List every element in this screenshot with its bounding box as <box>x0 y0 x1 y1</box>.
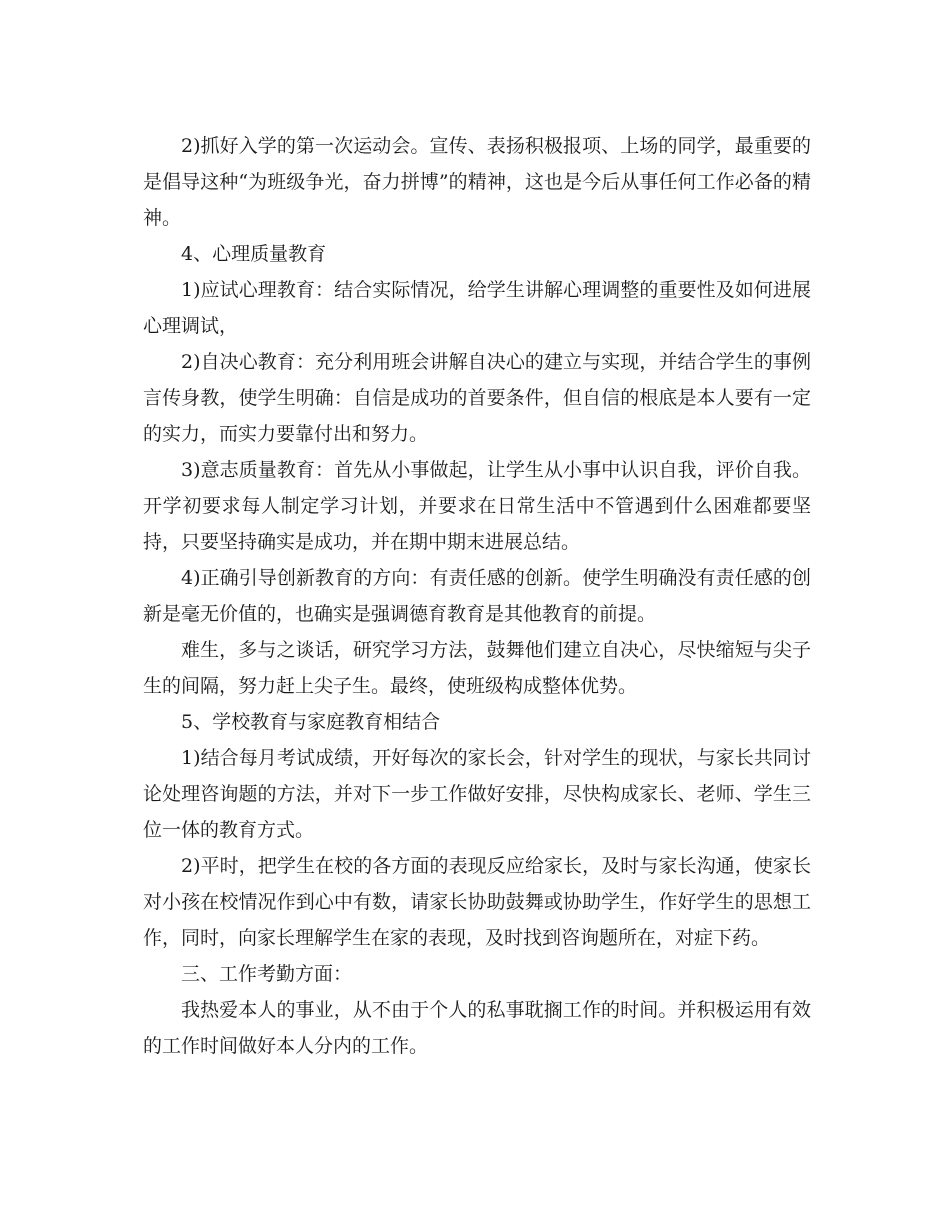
heading-school-family-education: 5、学校教育与家庭教育相结合 <box>181 711 441 733</box>
paragraph-work-dedication: 我热爱本人的事业，从不由于个人的私事耽搁工作的时间。并积极运用有效的工作时间做好本人分内的工作。 <box>143 999 811 1057</box>
paragraph-confidence-education: 2)自决心教育：充分利用班会讲解自决心的建立与实现，并结合学生的事例言传身教，使学生明确：自信是成功的首要条件，但自信的根底是本人要有一定的实力，而实力要靠付出和努力。 <box>143 351 811 445</box>
paragraph-innovation-education: 4)正确引导创新教育的方向：有责任感的创新。使学生明确没有责任感的创新是毫无价值的，也确实是强调德育教育是其他教育的前提。 <box>143 567 811 625</box>
paragraph-parent-meetings: 1)结合每月考试成绩，开好每次的家长会，针对学生的现状，与家长共同讨论处理咨询题的方法，并对下一步工作做好安排，尽快构成家长、老师、学生三位一体的教育方式。 <box>143 747 811 841</box>
paragraph-struggling-students: 难生，多与之谈话，研究学习方法，鼓舞他们建立自决心，尽快缩短与尖子生的间隔，努力赶上尖子生。最终，使班级构成整体优势。 <box>143 639 811 697</box>
heading-attendance: 三、工作考勤方面： <box>181 963 353 985</box>
paragraph-sports-meet: 2)抓好入学的第一次运动会。宣传、表扬积极报项、上场的同学，最重要的是倡导这种“为班级争光，奋力拼博”的精神，这也是今后从事任何工作必备的精神。 <box>143 135 811 229</box>
paragraph-willpower-education: 3)意志质量教育：首先从小事做起，让学生从小事中认识自我，评价自我。开学初要求每人制定学习计划，并要求在日常生活中不管遇到什么困难都要坚持，只要坚持确实是成功，并在期中期末进展总结。 <box>143 459 811 553</box>
heading-psychological-education: 4、心理质量教育 <box>181 243 327 265</box>
document-body <box>143 128 811 1064</box>
paragraph-exam-psychology: 1)应试心理教育：结合实际情况，给学生讲解心理调整的重要性及如何进展心理调试， <box>143 279 811 337</box>
paragraph-parent-communication: 2)平时，把学生在校的各方面的表现反应给家长，及时与家长沟通，使家长对小孩在校情况作到心中有数，请家长协助鼓舞或协助学生，作好学生的思想工作，同时，向家长理解学生在家的表现，及时找到咨询题所在，对症下药。 <box>143 855 811 949</box>
